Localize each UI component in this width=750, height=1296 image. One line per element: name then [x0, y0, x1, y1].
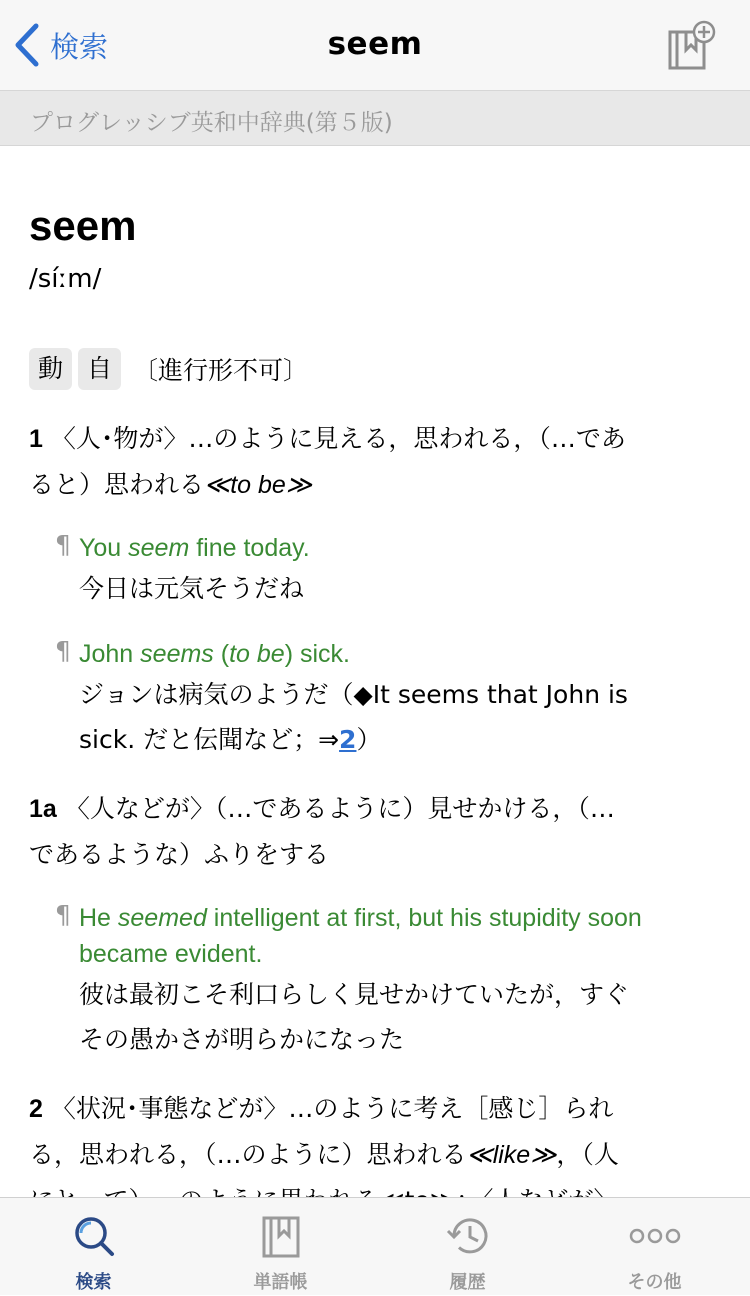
pilcrow-icon: ¶ [55, 530, 71, 559]
pos-tag-intransitive: 自 [78, 348, 121, 390]
tab-label: 履歴 [449, 1272, 486, 1293]
usage-pattern: ≪like≫ [466, 1141, 557, 1169]
sense-number: 1 [29, 425, 43, 453]
bookmark-add-icon [664, 18, 720, 74]
example-english: John seems (to be) sick. [79, 640, 350, 668]
dictionary-bar [0, 90, 750, 146]
sense-2-definition: 2 〈状況･事態などが〉…のように考え［感じ］られ る，思われる，（…のように）思われる≪like≫，（人 [29, 1086, 719, 1224]
sense-number: 2 [29, 1095, 43, 1123]
pilcrow-icon: ¶ [55, 636, 71, 665]
back-button-label: 検索 [50, 29, 109, 64]
entry-content[interactable] [0, 146, 750, 1197]
wordbook-icon [259, 1214, 303, 1258]
usage-pattern: ≪to be≫ [204, 471, 312, 499]
search-icon [72, 1214, 116, 1258]
pilcrow-icon: ¶ [55, 900, 71, 929]
pos-tag-verb: 動 [29, 348, 72, 390]
tab-history[interactable] [374, 1198, 561, 1296]
pronunciation: /síːm/ [29, 264, 102, 294]
example-english: He seemed intelligent at first, but his stupidity soon became evident. [79, 904, 642, 968]
example-translation: 今日は元気そうだね [79, 574, 305, 603]
tab-label: その他 [627, 1272, 682, 1293]
definition-text: であるような）ふりをする [29, 840, 330, 869]
tab-label: 単語帳 [253, 1272, 308, 1293]
dictionary-name: プログレッシブ英和中辞典(第５版) [30, 110, 393, 136]
sense-number: 1a [29, 795, 57, 823]
more-icon [627, 1214, 683, 1258]
part-of-speech-row [29, 348, 308, 390]
example-translation: ジョンは病気のようだ（◆It seems that John is sick. だと伝聞など；⇒2） [79, 680, 628, 754]
example-english: You seem fine today. [79, 534, 310, 562]
example-item [55, 900, 725, 1062]
headword: seem [29, 202, 137, 249]
navigation-bar [0, 0, 750, 90]
add-bookmark-button[interactable] [664, 18, 720, 74]
pos-note: 〔進行形不可〕 [133, 356, 309, 385]
example-item [55, 530, 725, 611]
page-title: seem [327, 26, 423, 62]
tab-label: 検索 [75, 1272, 112, 1293]
example-item [55, 636, 725, 762]
cross-reference-link[interactable]: 2 [339, 725, 357, 754]
example-translation: 彼は最初こそ利口らしく見せかけていたが，すぐ その愚かさが明らかになった [79, 980, 630, 1054]
definition-text: 〈人などが〉（…であるように）見せかける，（… [64, 794, 615, 823]
history-icon [444, 1214, 492, 1258]
definition-text: 〈状況･事態などが〉…のように考え［感じ］られ [50, 1094, 614, 1123]
definition-text: 〈人･物が〉…のように見える，思われる，（…であ [50, 424, 626, 453]
definition-text: ると）思われる [29, 470, 205, 499]
tab-search[interactable] [0, 1198, 187, 1296]
sense-1-definition [29, 416, 719, 508]
tab-more[interactable] [561, 1198, 748, 1296]
tab-wordbook[interactable] [187, 1198, 374, 1296]
tab-bar [0, 1197, 750, 1295]
sense-1a-definition [29, 786, 719, 878]
